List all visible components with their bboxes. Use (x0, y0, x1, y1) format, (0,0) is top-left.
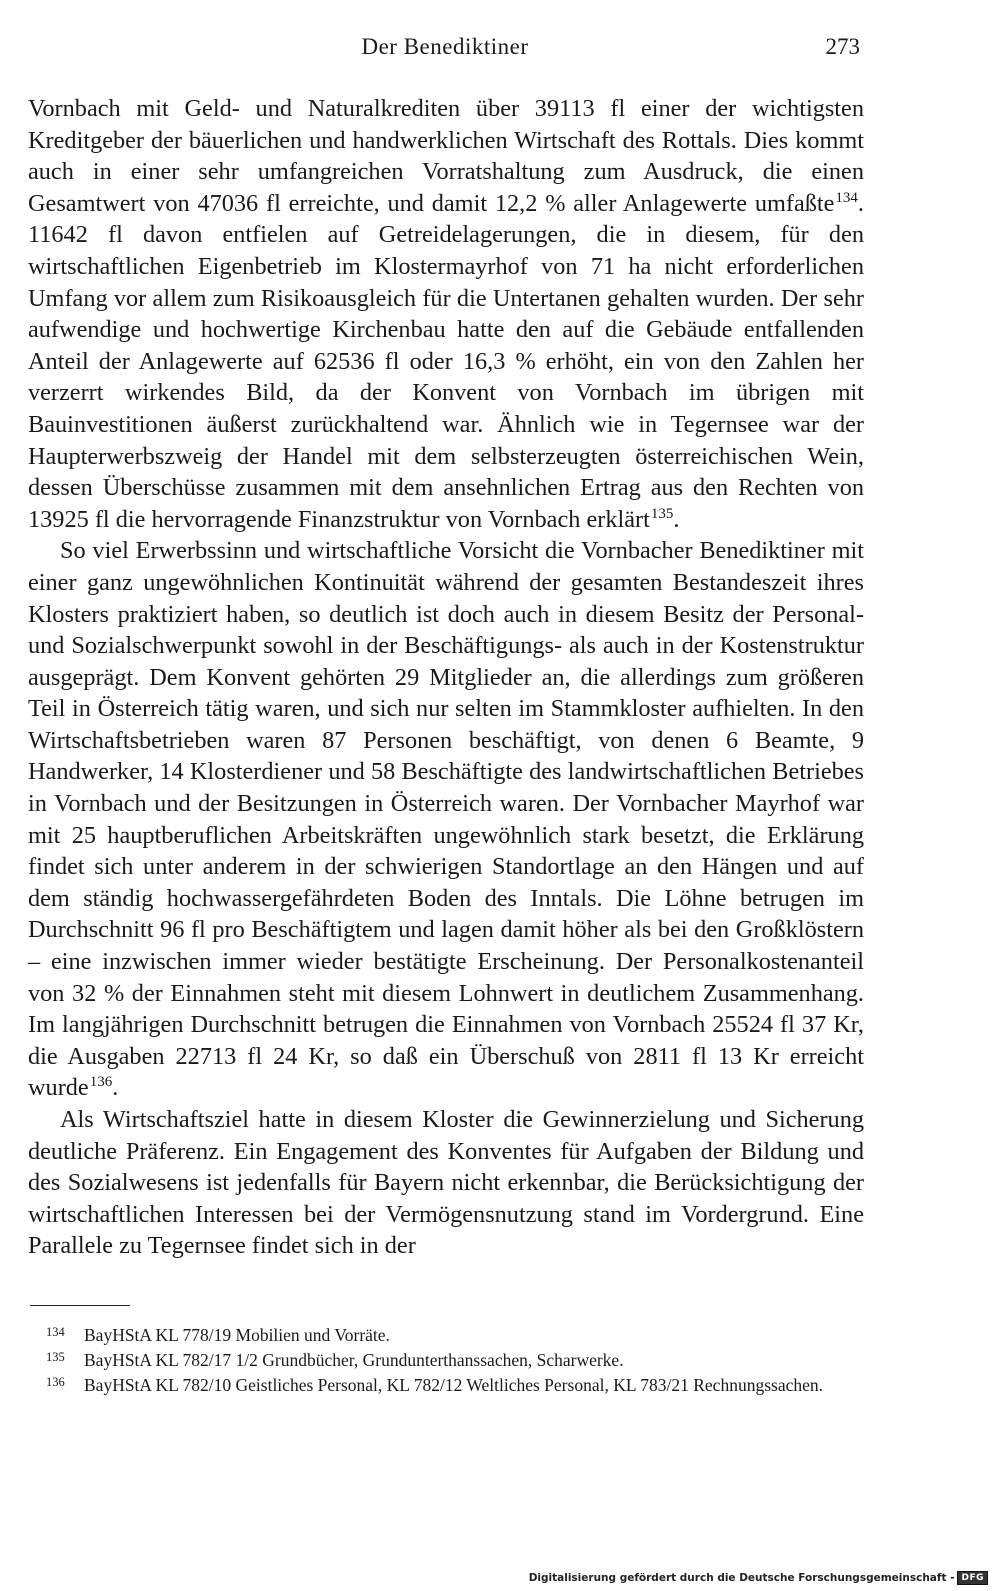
paragraph-text: Als Wirtschaftsziel hatte in diesem Kloster die Gewinnerzielung und Sicherung deutliche Präferenz. Ein Engagement des Konventes für Aufgaben der Bildung und des Sozialwesens ist jedenfalls für Bayern nicht erkennbar, die Berücksichtigung der wirtschaftlichen Interessen bei der Vermögensnutzung stand im Vordergrund. Eine Parallele zu Tegernsee findet sich in der (28, 1106, 864, 1260)
paragraph (28, 535, 864, 1104)
footnote: 135 BayHStA KL 782/17 1/2 Grundbücher, Grundunterthanssachen, Scharwerke. (46, 1350, 624, 1370)
footnote-reference[interactable]: 134 (835, 189, 858, 206)
paragraph-text: . 11642 fl davon entfielen auf Getreidelagerungen, die in diesem, für den wirtschaftlichen Eigenbetrieb im Klostermayrhof von 71 ha nicht erforderlichen Umfang vor allem zum Risikoausgleich für die Untertanen gehalten wurden. Der sehr aufwendige und hochwertige Kirchenbau hatte den auf die Gebäude entfallenden Anteil der Anlagewerte auf 62536 fl oder 16,3 % erhöht, ein von den Zahlen her verzerrt wirkendes Bild, da der Konvent von Vornbach im übrigen mit Bauinvestitionen äußerst zurückhaltend war. Ähnlich wie in Tegernsee war der Haupterwerbszweig der Handel mit dem selbsterzeugten österreichischen Wein, dessen Überschüsse zusammen mit dem ansehnlichen Ertrag aus den Rechten von 13925 fl die hervorragende Finanzstruktur von Vornbach erklärt (28, 189, 864, 533)
footnote-text: BayHStA KL 782/17 1/2 Grundbücher, Grundunterthanssachen, Scharwerke. (84, 1350, 624, 1370)
running-title: Der Benediktiner (361, 34, 529, 59)
paragraph (28, 93, 864, 535)
footnotes (28, 1323, 864, 1398)
digitization-credit (529, 1569, 988, 1587)
footnote-reference[interactable]: 136 (89, 1074, 113, 1091)
footnote-reference[interactable]: 135 (650, 505, 674, 522)
running-head (30, 34, 860, 68)
paragraph-text: . (112, 1074, 119, 1102)
credit-text: Digitalisierung gefördert durch die Deutsche Forschungsgemeinschaft - (528, 1572, 955, 1584)
footnote-text: BayHStA KL 782/10 Geistliches Personal, KL 782/12 Weltliches Personal, KL 783/21 Rechnungssachen. (84, 1375, 823, 1395)
paragraph-text: Vornbach mit Geld- und Naturalkrediten über 39113 fl einer der wichtigsten Kreditgeber der bäuerlichen und handwerklichen Wirtschaft des Rottals. Dies kommt auch in einer sehr umfangreichen Vorratshaltung zum Ausdruck, die einen Gesamtwert von 47036 fl erreichte, und damit 12,2 % aller Anlagewerte umfaßte (28, 95, 864, 217)
paragraph-text: . (673, 505, 680, 533)
dfg-logo-icon: DFG (957, 1571, 988, 1585)
paragraph (28, 1104, 864, 1262)
footnote-divider (30, 1305, 130, 1306)
paragraph-text: So viel Erwerbssinn und wirtschaftliche Vorsicht die Vornbacher Benediktiner mit einer ganz ungewöhnlichen Kontinuität während der gesamten Bestandeszeit ihres Klosters praktiziert haben, so deutlich ist doch auch in diesem Besitz der Personal- und Sozialschwerpunkt sowohl in der Beschäftigungs- als auch in der Kostenstruktur ausgeprägt. Dem Konvent gehörten 29 Mitglieder an, die allerdings zum größeren Teil in Österreich tätig waren, und sich nur selten im Stammkloster aufhielten. In den Wirtschaftsbetrieben waren 87 Personen beschäftigt, von denen 6 Beamte, 9 Handwerker, 14 Klosterdiener und 58 Beschäftigte des landwirtschaftlichen Betriebes in Vornbach und der Besitzungen in Österreich waren. Der Vornbacher Mayrhof war mit 25 hauptberuflichen Arbeitskräften ungewöhnlich stark besetzt, die Erklärung findet sich unter anderem in der schwierigen Standortlage an den Hängen und auf dem ständig hochwassergefährdeten Boden des Inntals. Die Löhne betrugen im Durchschnitt 96 fl pro Beschäftigtem und lagen damit höher als bei den Großklöstern – eine inzwischen immer wieder bestätigte Erscheinung. Der Personalkostenanteil von 32 % der Einnahmen steht mit diesem Lohnwert in deutlichem Zusammenhang. Im langjährigen Durchschnitt betrugen die Einnahmen von Vornbach 25524 fl 37 Kr, die Ausgaben 22713 fl 24 Kr, so daß ein Überschuß von 2811 fl 13 Kr erreicht wurde (28, 537, 864, 1102)
body-text (28, 93, 864, 1262)
footnote: 134 BayHStA KL 778/19 Mobilien und Vorräte. (46, 1325, 390, 1345)
footnote-text: BayHStA KL 778/19 Mobilien und Vorräte. (84, 1325, 390, 1345)
footnote: 136 BayHStA KL 782/10 Geistliches Personal, KL 782/12 Weltliches Personal, KL 783/21 Rechnungssachen. (46, 1375, 823, 1395)
page-number: 273 (825, 34, 860, 59)
